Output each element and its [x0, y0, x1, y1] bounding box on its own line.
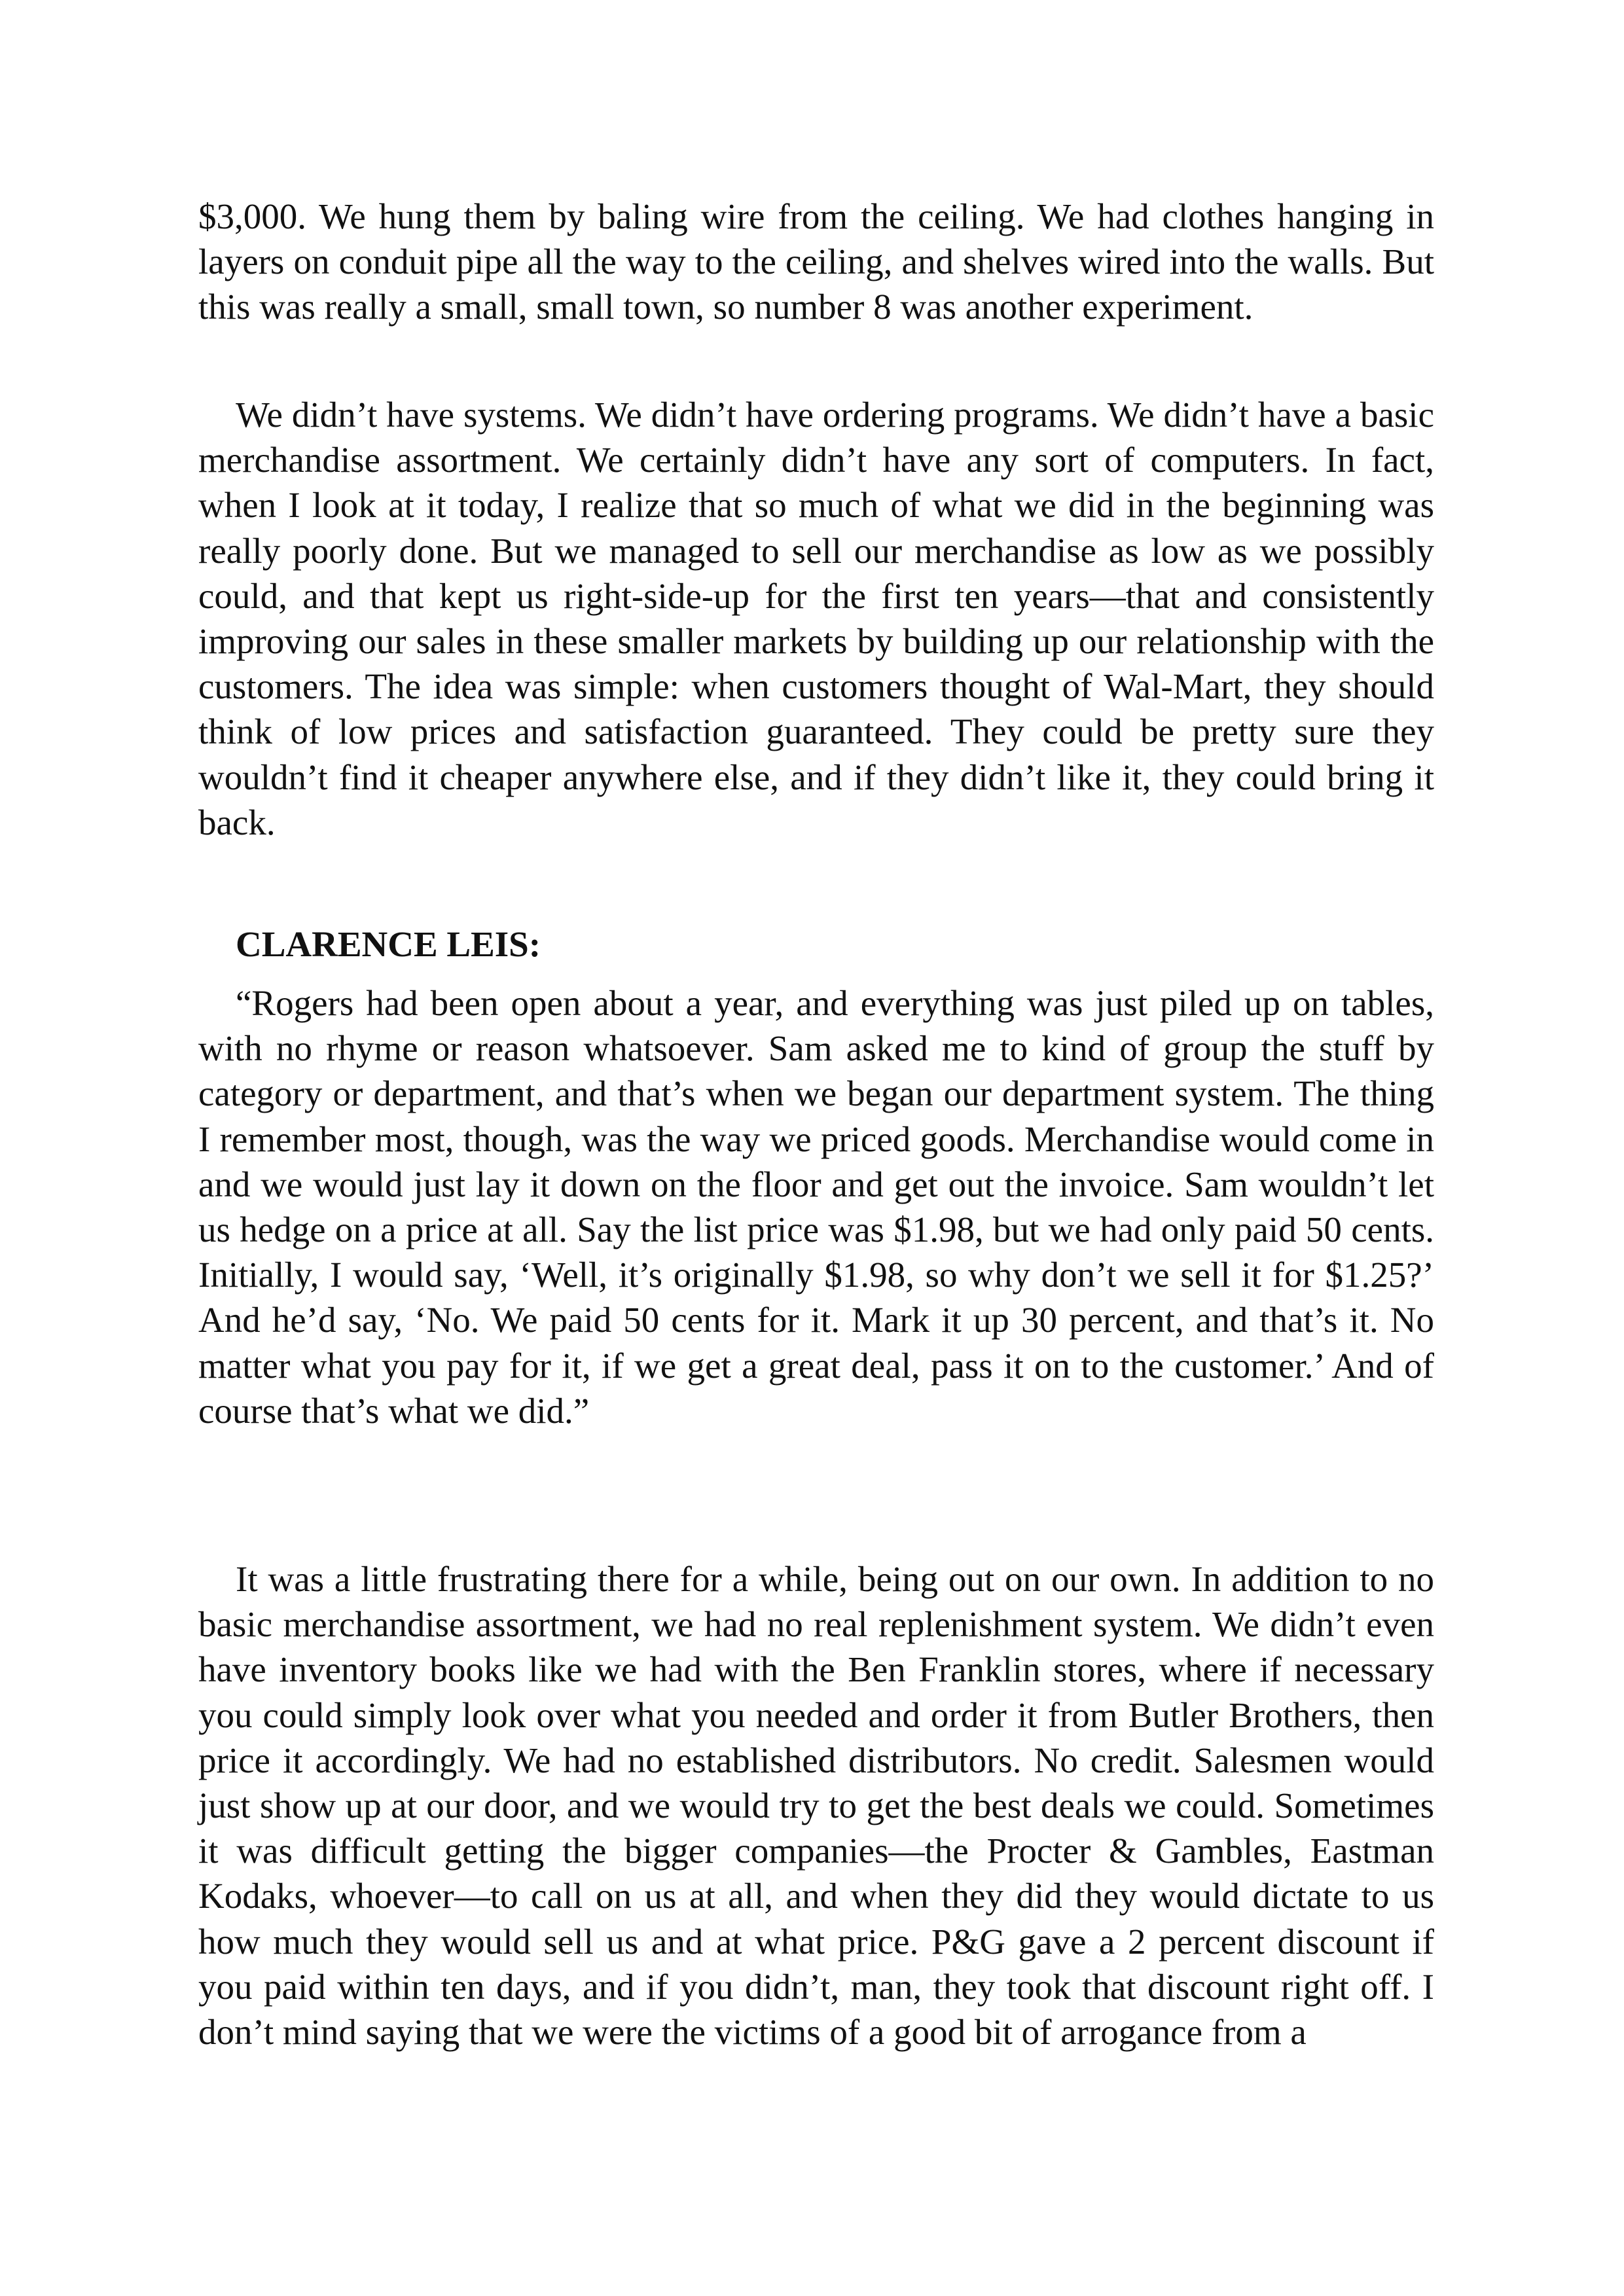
quote-text: “Rogers had been open about a year, and everything was just piled up on tables, with no rhyme or reason whatsoever. Sam asked me to kind of group the stuff by category or department, and that’s when we began our department system. The thing I remember most, though, was the way we priced goods. Merchandise would come in and we would just lay it down on the floor and get out the invoice. Sam wouldn’t let us hedge on a price at all. Say the list price was $1.98, but we had only paid 50 cents. Initially, I would say, ‘Well, it’s originally $1.98, so why don’t we sell it for $1.25?’ And he’d say, ‘No. We paid 50 cents for it. Mark it up 30 percent, and that’s it. No matter what you pay for it, if we get a great deal, pass it on to the customer.’ And of course that’s what we did.” — [198, 983, 1434, 1431]
paragraph-systems — [198, 392, 1434, 845]
speaker-name: CLARENCE LEIS: — [236, 924, 541, 964]
paragraph-frustrating — [198, 1556, 1434, 2054]
quote-block — [198, 980, 1434, 1433]
paragraph-text: $3,000. We hung them by baling wire from the ceiling. We had clothes hanging in layers on conduit pipe all the way to the ceiling, and shelves wired into the walls. But this was really a small, small town, so number 8 was another experiment. — [198, 196, 1434, 327]
paragraph-continuation — [198, 194, 1434, 330]
paragraph-text: It was a little frustrating there for a while, being out on our own. In addition to no basic merchandise assortment, we had no real replenishment system. We didn’t even have inventory books like we had with the Ben Franklin stores, where if necessary you could simply look over what you needed and order it from Butler Brothers, then price it accordingly. We had no established distributors. No credit. Salesmen would just show up at our door, and we would try to get the best deals we could. Sometimes it was difficult getting the bigger companies—the Procter & Gambles, Eastman Kodaks, whoever—to call on us at all, and when they did they would dictate to us how much they would sell us and at what price. P&G gave a 2 percent discount if you paid within ten days, and if you didn’t, man, they took that discount right off. I don’t mind saying that we were the victims of a good bit of arrogance from a — [198, 1559, 1434, 2053]
paragraph-text: We didn’t have systems. We didn’t have ordering programs. We didn’t have a basic merchandise assortment. We certainly didn’t have any sort of computers. In fact, when I look at it today, I realize that so much of what we did in the beginning was really poorly done. But we managed to sell our merchandise as low as we possibly could, and that kept us right-side-up for the first ten years—that and consistently improving our sales in these smaller markets by building up our relationship with the customers. The idea was simple: when customers thought of Wal-Mart, they should think of low prices and satisfaction guaranteed. They could be pretty sure they wouldn’t find it cheaper anywhere else, and if they didn’t like it, they could bring it back. — [198, 395, 1434, 842]
speaker-heading — [198, 922, 1434, 967]
